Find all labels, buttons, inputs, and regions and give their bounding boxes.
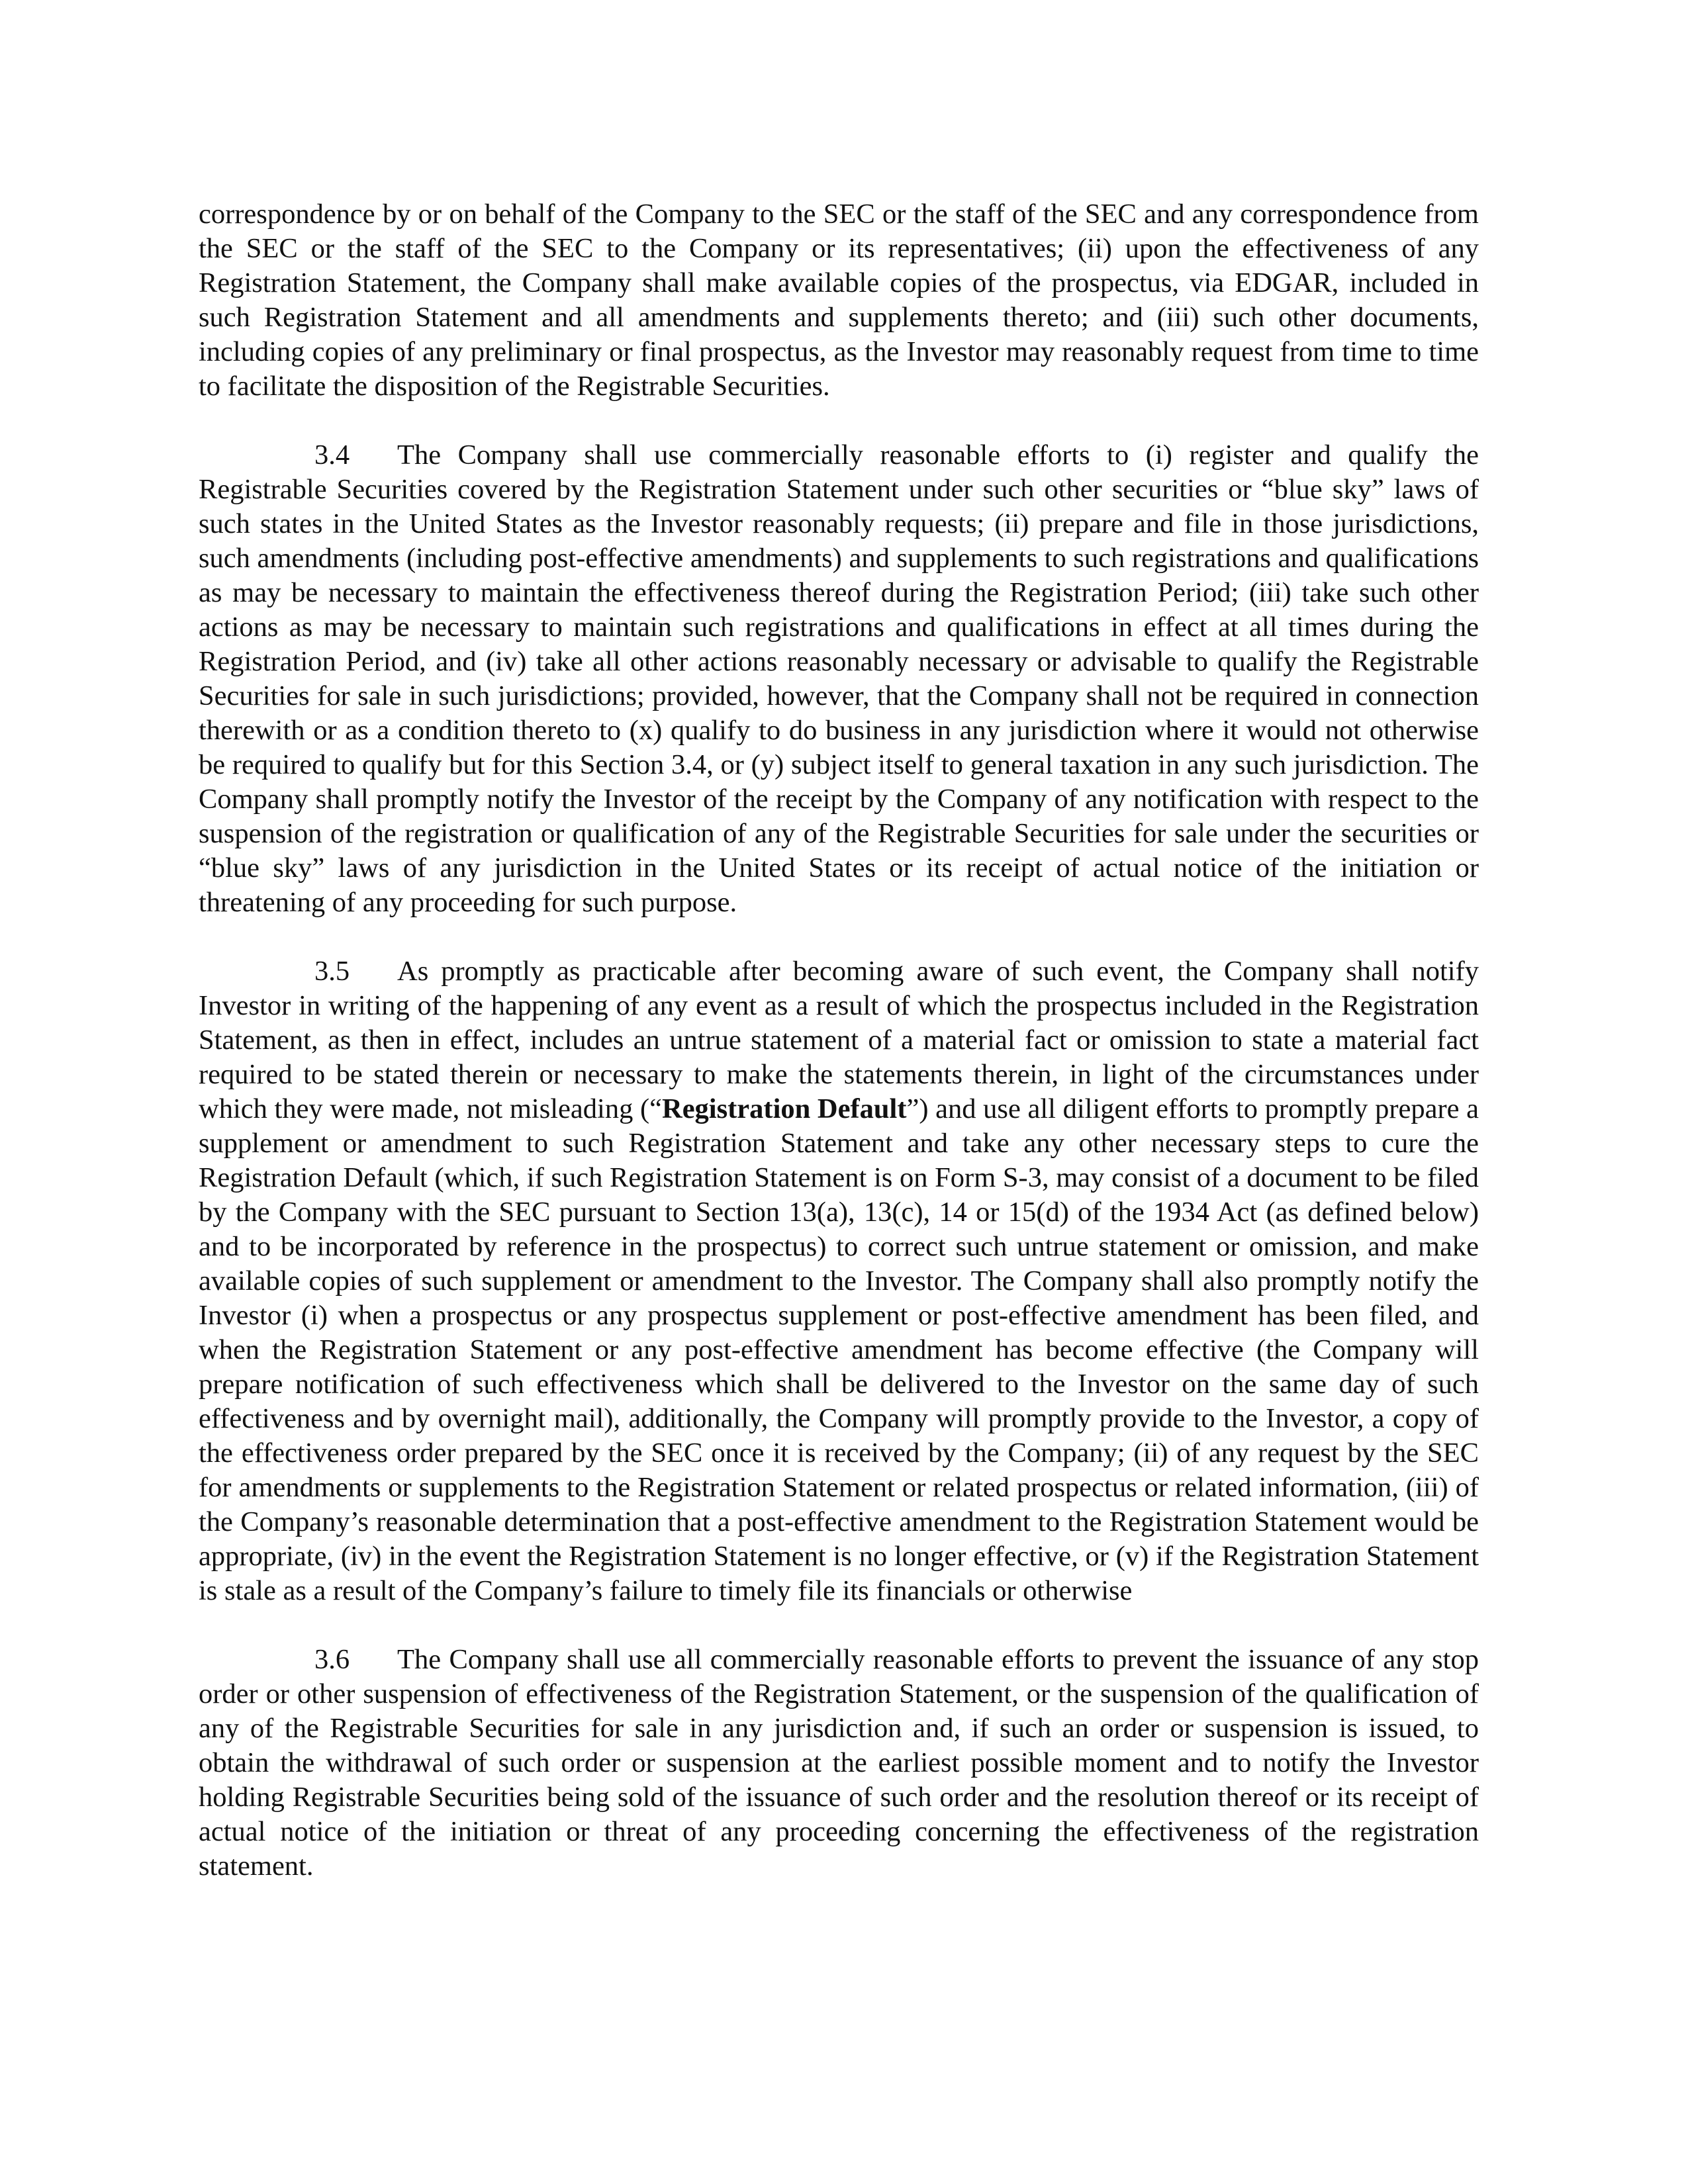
section-3-5-paragraph	[199, 954, 1479, 1608]
section-number: 3.4	[314, 439, 350, 471]
continuation-paragraph	[199, 197, 1479, 404]
continuation-text: correspondence by or on behalf of the Company to the SEC or the staff of the SEC and any correspondence from the SEC or the staff of the SEC to the Company or its representatives; (ii) upon the effectiveness of any Registration Statement, the Company shall make available copies of the prospectus, via EDGAR, included in such Registration Statement and all amendments and supplements thereto; and (iii) such other documents, including copies of any preliminary or final prospectus, as the Investor may reasonably request from time to time to facilitate the disposition of the Registrable Securities.	[199, 199, 1479, 402]
section-3-4-text: The Company shall use commercially reasonable efforts to (i) register and qualify the Registrable Securities covered by the Registration Statement under such other securities or “blue sky” laws of such states in the United States as the Investor reasonably requests; (ii) prepare and file in those jurisdictions, such amendments (including post-effective amendments) and supplements to such registrations and qualifications as may be necessary to maintain the effectiveness thereof during the Registration Period; (iii) take such other actions as may be necessary to maintain such registrations and qualifications in effect at all times during the Registration Period, and (iv) take all other actions reasonably necessary or advisable to qualify the Registrable Securities for sale in such jurisdictions; provided, however, that the Company shall not be required in connection therewith or as a condition thereto to (x) qualify to do business in any jurisdiction where it would not otherwise be required to qualify but for this Section 3.4, or (y) subject itself to general taxation in any such jurisdiction. The Company shall promptly notify the Investor of the receipt by the Company of any notification with respect to the suspension of the registration or qualification of any of the Registrable Securities for sale under the securities or “blue sky” laws of any jurisdiction in the United States or its receipt of actual notice of the initiation or threatening of any proceeding for such purpose.	[199, 439, 1479, 918]
defined-term-registration-default: Registration Default	[662, 1093, 907, 1124]
section-number: 3.5	[314, 956, 350, 987]
document-page	[199, 197, 1479, 1918]
section-3-6-text: The Company shall use all commercially reasonable efforts to prevent the issuance of any stop order or other suspension of effectiveness of the Registration Statement, or the suspension of the qualification of any of the Registrable Securities for sale in any jurisdiction and, if such an order or suspension is issued, to obtain the withdrawal of such order or suspension at the earliest possible moment and to notify the Investor holding Registrable Securities being sold of the issuance of such order and the resolution thereof or its receipt of actual notice of the initiation or threat of any proceeding concerning the effectiveness of the registration statement.	[199, 1644, 1479, 1882]
section-3-6-paragraph	[199, 1643, 1479, 1884]
section-3-5-text-before-term: As promptly as practicable after becoming aware of such event, the Company shall notify Investor in writing of the happening of any event as a result of which the prospectus included in the Registration Statement, as then in effect, includes an untrue statement of a material fact or omission to state a material fact required to be stated therein or necessary to make the statements therein, in light of the circumstances under which they were made, not misleading (“	[199, 956, 1479, 1124]
section-3-5-text-after-term: ”) and use all diligent efforts to promptly prepare a supplement or amendment to such Registration Statement and take any other necessary steps to cure the Registration Default (which, if such Registration Statement is on Form S-3, may consist of a document to be filed by the Company with the SEC pursuant to Section 13(a), 13(c), 14 or 15(d) of the 1934 Act (as defined below) and to be incorporated by reference in the prospectus) to correct such untrue statement or omission, and make available copies of such supplement or amendment to the Investor. The Company shall also promptly notify the Investor (i) when a prospectus or any prospectus supplement or post-effective amendment has been filed, and when the Registration Statement or any post-effective amendment has become effective (the Company will prepare notification of such effectiveness which shall be delivered to the Investor on the same day of such effectiveness and by overnight mail), additionally, the Company will promptly provide to the Investor, a copy of the effectiveness order prepared by the SEC once it is received by the Company; (ii) of any request by the SEC for amendments or supplements to the Registration Statement or related prospectus or related information, (iii) of the Company’s reasonable determination that a post-effective amendment to the Registration Statement would be appropriate, (iv) in the event the Registration Statement is no longer effective, or (v) if the Registration Statement is stale as a result of the Company’s failure to timely file its financials or otherwise	[199, 1093, 1479, 1606]
section-3-4-paragraph	[199, 438, 1479, 920]
section-number: 3.6	[314, 1644, 350, 1675]
